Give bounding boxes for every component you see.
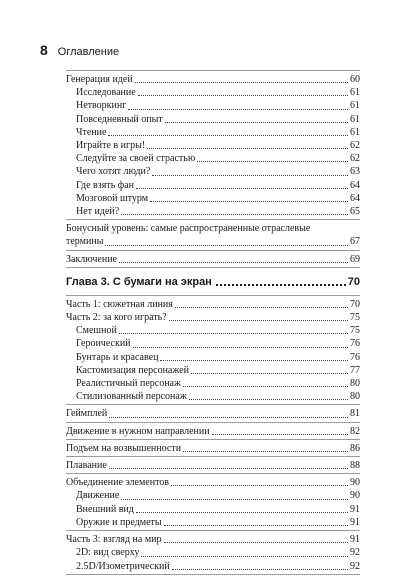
toc-entry-title: Внешний вид <box>76 503 134 515</box>
toc-group <box>66 295 360 406</box>
toc-entry-page: 67 <box>350 236 360 248</box>
toc-entry-page: 63 <box>350 166 360 178</box>
toc-entry-page: 90 <box>350 477 360 489</box>
toc-entry[interactable] <box>66 503 360 516</box>
leader-dots <box>136 188 348 189</box>
leader-dots <box>109 417 348 418</box>
toc-entry[interactable] <box>66 546 360 559</box>
toc-group <box>66 474 360 531</box>
toc-entry-title: Нетворкинг <box>76 100 127 112</box>
toc-entry-title: Подъем на возвышенности <box>66 442 182 454</box>
toc-entry-page: 65 <box>350 206 360 218</box>
toc-entry-title: Исследование <box>76 87 136 99</box>
toc-entry[interactable] <box>66 113 360 126</box>
toc-entry-page: 62 <box>350 140 360 152</box>
leader-dots <box>128 109 348 110</box>
toc-entry-page: 61 <box>350 100 360 112</box>
toc-entry[interactable] <box>66 489 360 502</box>
toc-section-after <box>66 295 360 575</box>
leader-dots <box>133 347 348 348</box>
toc-group <box>66 220 360 250</box>
page-header <box>40 42 119 58</box>
toc-entry-title: Реалистичный персонаж <box>76 378 181 390</box>
table-of-contents <box>66 70 360 575</box>
toc-entry-title: Кастомизация персонажей <box>76 364 189 376</box>
toc-entry-title: Заключение <box>66 253 117 265</box>
toc-entry[interactable] <box>66 165 360 178</box>
toc-entry-page: 90 <box>350 490 360 502</box>
toc-entry-title: Плавание <box>66 460 107 472</box>
toc-entry-title: Часть 3: взгляд на мир <box>66 534 162 546</box>
running-title: Оглавление <box>57 46 120 58</box>
leader-dots <box>121 499 348 500</box>
toc-entry[interactable] <box>66 516 360 529</box>
toc-group <box>66 457 360 474</box>
chapter-title: Глава 3. С бумаги на экран <box>66 275 212 288</box>
leader-dots <box>171 485 348 486</box>
leader-dots <box>147 148 348 149</box>
leader-dots <box>165 122 348 123</box>
chapter-heading[interactable] <box>66 275 360 289</box>
toc-entry-title: Где взять фан <box>76 179 135 191</box>
toc-entry-page: 88 <box>350 460 360 472</box>
toc-entry-page: 62 <box>350 153 360 165</box>
toc-entry-page: 64 <box>350 179 360 191</box>
leader-dots <box>119 262 348 263</box>
toc-entry[interactable] <box>66 425 360 438</box>
toc-entry-page: 75 <box>350 325 360 337</box>
toc-entry-page: 75 <box>350 312 360 324</box>
toc-entry[interactable] <box>66 476 360 489</box>
leader-dots <box>138 95 348 96</box>
toc-entry[interactable] <box>66 86 360 99</box>
toc-group <box>66 251 360 268</box>
toc-entry[interactable] <box>66 364 360 377</box>
toc-entry-page: 92 <box>350 560 360 572</box>
toc-entry-title: 2.5D/Изометрический <box>76 560 170 572</box>
toc-entry-title: Часть 1: сюжетная линия <box>66 298 173 310</box>
toc-entry-title: Оружие и предметы <box>76 516 162 528</box>
toc-entry[interactable] <box>66 73 360 86</box>
toc-entry-page: 61 <box>350 126 360 138</box>
toc-entry[interactable] <box>66 324 360 337</box>
leader-dots <box>152 175 348 176</box>
toc-entry-page: 69 <box>350 253 360 265</box>
toc-entry[interactable] <box>66 152 360 165</box>
toc-entry-title: Геймплей <box>66 408 108 420</box>
toc-entry[interactable] <box>66 126 360 139</box>
toc-entry-title: Смешной <box>76 325 117 337</box>
toc-entry-title: Чего хотят люди? <box>76 166 151 178</box>
toc-entry[interactable] <box>66 459 360 472</box>
toc-entry-title: Движение в нужном направлении <box>66 425 210 437</box>
leader-dots <box>169 320 348 321</box>
page-number: 8 <box>40 42 48 58</box>
toc-entry-title: Играйте в игры! <box>76 140 146 152</box>
toc-entry-page: 80 <box>350 378 360 390</box>
toc-entry-title: 2D: вид сверху <box>76 547 140 559</box>
toc-entry[interactable] <box>66 179 360 192</box>
leader-dots <box>164 542 349 543</box>
toc-entry-title: Повседневный опыт <box>76 113 163 125</box>
toc-entry-page: 60 <box>350 74 360 85</box>
toc-entry-page: 76 <box>350 351 360 363</box>
toc-entry-page: 92 <box>350 547 360 559</box>
leader-dots <box>141 556 348 557</box>
toc-entry-page: 77 <box>350 364 360 376</box>
leader-dots <box>189 399 348 400</box>
toc-entry-title: Бунтарь и красавец <box>76 351 159 363</box>
leader-dots <box>105 245 348 246</box>
toc-entry-title: Движение <box>76 490 120 502</box>
leader-dots <box>135 82 348 83</box>
toc-entry-page: 61 <box>350 87 360 99</box>
toc-entry[interactable] <box>66 222 360 248</box>
toc-entry[interactable] <box>66 377 360 390</box>
toc-group <box>66 70 360 220</box>
toc-section-before <box>66 70 360 268</box>
toc-entry-page: 91 <box>350 516 360 528</box>
toc-entry[interactable] <box>66 533 360 546</box>
toc-entry[interactable] <box>66 407 360 420</box>
leader-dots <box>109 468 348 469</box>
toc-entry[interactable] <box>66 351 360 364</box>
leader-dots <box>212 434 348 435</box>
toc-entry[interactable] <box>66 560 360 573</box>
toc-entry-title: Стилизованный персонаж <box>76 391 187 403</box>
toc-entry[interactable] <box>66 390 360 403</box>
chapter-page: 70 <box>347 275 360 288</box>
toc-entry-title: Объединение элементов <box>66 477 170 489</box>
leader-dots <box>119 333 348 334</box>
toc-entry-page: 81 <box>350 408 360 420</box>
leader-dots <box>191 373 348 374</box>
toc-entry-title: Героический <box>76 338 131 350</box>
toc-group <box>66 423 360 440</box>
toc-entry-page: 80 <box>350 391 360 403</box>
toc-group <box>66 531 360 575</box>
leader-dots <box>160 360 348 361</box>
toc-entry[interactable] <box>66 311 360 324</box>
toc-group <box>66 405 360 422</box>
leader-dots <box>164 525 348 526</box>
toc-entry[interactable] <box>66 298 360 311</box>
toc-entry-page: 64 <box>350 192 360 204</box>
toc-entry-title: Генерация идей <box>66 74 133 85</box>
toc-entry-title: Чтение <box>76 126 107 138</box>
leader-dots <box>183 386 348 387</box>
toc-entry-title: термины <box>66 236 104 248</box>
toc-entry[interactable] <box>66 337 360 350</box>
leader-dots <box>183 451 348 452</box>
toc-entry[interactable] <box>66 442 360 455</box>
toc-entry-page: 76 <box>350 338 360 350</box>
toc-group <box>66 440 360 457</box>
toc-entry-title: Нет идей? <box>76 206 120 218</box>
toc-entry-page: 70 <box>350 298 360 310</box>
leader-dots <box>108 135 348 136</box>
toc-entry[interactable] <box>66 205 360 218</box>
toc-entry-title-line1: Бонусный уровень: самые распространенные отраслевые <box>66 223 311 235</box>
leader-dots <box>216 284 346 286</box>
toc-entry[interactable] <box>66 99 360 112</box>
leader-dots <box>150 201 348 202</box>
toc-entry[interactable] <box>66 253 360 266</box>
toc-entry-page: 91 <box>350 503 360 515</box>
leader-dots <box>197 161 348 162</box>
toc-entry[interactable] <box>66 139 360 152</box>
leader-dots <box>121 214 348 215</box>
leader-dots <box>175 307 348 308</box>
leader-dots <box>136 512 348 513</box>
leader-dots <box>172 569 348 570</box>
toc-entry-title: Следуйте за своей страстью <box>76 153 196 165</box>
toc-entry-page: 82 <box>350 425 360 437</box>
toc-entry[interactable] <box>66 192 360 205</box>
toc-entry-page: 61 <box>350 113 360 125</box>
toc-entry-page: 86 <box>350 442 360 454</box>
toc-entry-page: 91 <box>350 534 360 546</box>
toc-entry-title: Мозговой штурм <box>76 192 149 204</box>
toc-entry-title: Часть 2: за кого играть? <box>66 312 167 324</box>
